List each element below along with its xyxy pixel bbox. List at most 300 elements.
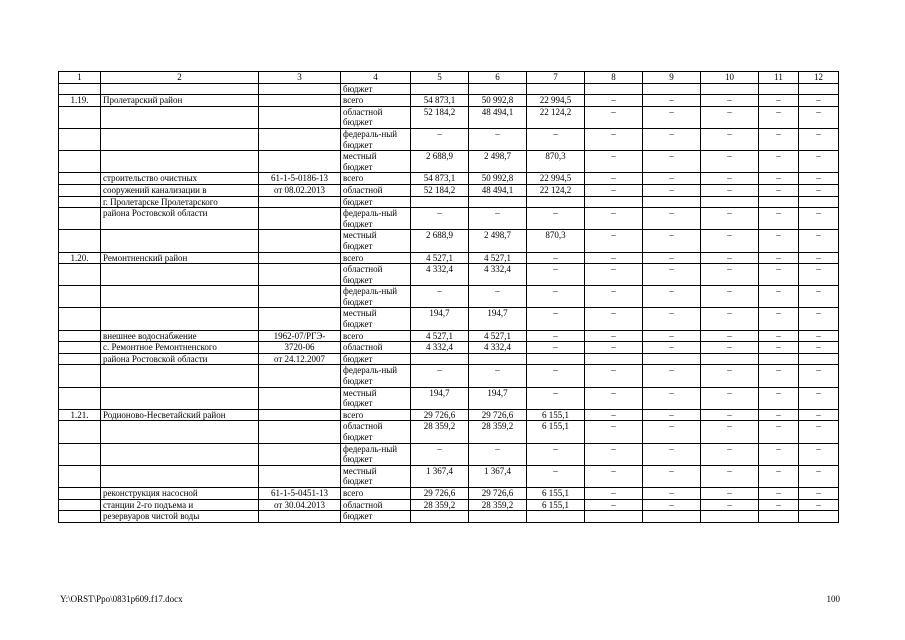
value-cell: – (469, 128, 527, 150)
document-ref (259, 264, 341, 286)
value-cell: 2 498,7 (469, 151, 527, 173)
value-cell (469, 196, 527, 208)
value-cell (759, 196, 799, 208)
value-cell (643, 196, 701, 208)
value-cell: – (799, 409, 839, 421)
document-ref (259, 208, 341, 230)
funding-source: областной (341, 342, 411, 354)
item-name: района Ростовской области (101, 353, 259, 365)
value-cell: 22 994,5 (527, 95, 585, 107)
header-cell: 1 (59, 72, 101, 84)
value-cell: – (799, 230, 839, 252)
value-cell: 29 726,6 (469, 409, 527, 421)
value-cell: 54 873,1 (411, 95, 469, 107)
value-cell: 1 367,4 (469, 465, 527, 487)
value-cell: 52 184,2 (411, 106, 469, 128)
item-number (59, 421, 101, 443)
item-number (59, 443, 101, 465)
value-cell: 6 155,1 (527, 499, 585, 511)
value-cell (527, 353, 585, 365)
funding-source: федераль-ный бюджет (341, 443, 411, 465)
table-row (59, 106, 839, 128)
item-name: реконструкция насосной (101, 487, 259, 499)
item-name (101, 286, 259, 308)
value-cell: – (799, 128, 839, 150)
item-number (59, 208, 101, 230)
document-ref (259, 128, 341, 150)
item-name: внешнее водоснабжение (101, 330, 259, 342)
value-cell: 48 494,1 (469, 106, 527, 128)
item-name: Пролетарский район (101, 95, 259, 107)
value-cell: – (799, 465, 839, 487)
value-cell: 6 155,1 (527, 487, 585, 499)
item-number (59, 184, 101, 196)
value-cell (469, 511, 527, 523)
value-cell: – (585, 443, 643, 465)
value-cell (585, 511, 643, 523)
value-cell: – (643, 173, 701, 185)
value-cell: – (701, 443, 759, 465)
value-cell: 28 359,2 (469, 499, 527, 511)
value-cell (585, 353, 643, 365)
header-cell: 5 (411, 72, 469, 84)
value-cell: – (759, 387, 799, 409)
value-cell: – (799, 387, 839, 409)
table-row (59, 264, 839, 286)
value-cell: – (759, 443, 799, 465)
value-cell: 4 527,1 (411, 330, 469, 342)
funding-source: всего (341, 330, 411, 342)
item-name (101, 106, 259, 128)
value-cell (527, 83, 585, 95)
value-cell: – (411, 365, 469, 387)
value-cell: – (527, 342, 585, 354)
value-cell: – (799, 208, 839, 230)
value-cell: – (799, 252, 839, 264)
document-ref (259, 465, 341, 487)
funding-source: бюджет (341, 353, 411, 365)
item-name (101, 83, 259, 95)
value-cell: 4 332,4 (411, 264, 469, 286)
item-name: станции 2-го подъема и (101, 499, 259, 511)
table-row (59, 421, 839, 443)
table-row (59, 196, 839, 208)
value-cell: – (759, 308, 799, 330)
funding-source: бюджет (341, 83, 411, 95)
value-cell: – (469, 208, 527, 230)
value-cell: – (799, 151, 839, 173)
value-cell (411, 353, 469, 365)
value-cell: – (701, 487, 759, 499)
value-cell: – (643, 342, 701, 354)
value-cell: – (759, 230, 799, 252)
value-cell: – (701, 106, 759, 128)
value-cell: – (643, 330, 701, 342)
value-cell (411, 83, 469, 95)
value-cell: – (643, 184, 701, 196)
item-number (59, 106, 101, 128)
value-cell: – (411, 443, 469, 465)
value-cell: – (585, 499, 643, 511)
value-cell: – (701, 308, 759, 330)
value-cell: 50 992,8 (469, 95, 527, 107)
funding-source: всего (341, 95, 411, 107)
value-cell: 6 155,1 (527, 421, 585, 443)
value-cell: 4 527,1 (411, 252, 469, 264)
value-cell: – (643, 365, 701, 387)
value-cell: – (585, 128, 643, 150)
funding-source: федераль-ный бюджет (341, 365, 411, 387)
value-cell: – (799, 421, 839, 443)
item-name: с. Ремонтное Ремонтненского (101, 342, 259, 354)
document-ref (259, 196, 341, 208)
value-cell: – (799, 308, 839, 330)
document-ref (259, 106, 341, 128)
item-name: резервуаров чистой воды (101, 511, 259, 523)
value-cell: 2 498,7 (469, 230, 527, 252)
value-cell: 4 332,4 (469, 264, 527, 286)
value-cell: – (643, 487, 701, 499)
value-cell: – (411, 286, 469, 308)
value-cell: 29 726,6 (411, 409, 469, 421)
document-ref (259, 387, 341, 409)
item-name: района Ростовской области (101, 208, 259, 230)
document-ref (259, 252, 341, 264)
value-cell (411, 511, 469, 523)
item-number (59, 151, 101, 173)
item-name: строительство очистных (101, 173, 259, 185)
value-cell (585, 196, 643, 208)
item-name: г. Пролетарске Пролетарского (101, 196, 259, 208)
document-ref (259, 286, 341, 308)
item-name (101, 151, 259, 173)
value-cell: – (585, 465, 643, 487)
value-cell: – (799, 342, 839, 354)
item-number (59, 330, 101, 342)
value-cell: – (585, 308, 643, 330)
value-cell: – (701, 184, 759, 196)
value-cell: – (799, 487, 839, 499)
document-ref (259, 421, 341, 443)
value-cell: – (701, 173, 759, 185)
funding-source: бюджет (341, 511, 411, 523)
value-cell: – (799, 286, 839, 308)
value-cell: – (643, 151, 701, 173)
document-ref (259, 443, 341, 465)
value-cell: – (585, 106, 643, 128)
value-cell: – (701, 421, 759, 443)
funding-source: федераль-ный бюджет (341, 208, 411, 230)
value-cell: 4 332,4 (469, 342, 527, 354)
table-row (59, 286, 839, 308)
value-cell: – (759, 128, 799, 150)
table-row (59, 95, 839, 107)
value-cell: – (527, 308, 585, 330)
value-cell: 194,7 (469, 387, 527, 409)
value-cell (643, 511, 701, 523)
value-cell (759, 83, 799, 95)
file-path: Y:\ORST\Ppo\0831p609.f17.docx (60, 594, 183, 604)
document-ref (259, 511, 341, 523)
value-cell (799, 196, 839, 208)
value-cell: 28 359,2 (411, 421, 469, 443)
document-ref (259, 409, 341, 421)
header-cell: 2 (101, 72, 259, 84)
table-row (59, 83, 839, 95)
value-cell: – (643, 252, 701, 264)
value-cell: – (759, 252, 799, 264)
value-cell (585, 83, 643, 95)
value-cell (411, 196, 469, 208)
item-name (101, 387, 259, 409)
value-cell: – (701, 208, 759, 230)
value-cell: – (759, 409, 799, 421)
value-cell: – (759, 184, 799, 196)
value-cell: – (799, 499, 839, 511)
value-cell: – (701, 499, 759, 511)
header-cell: 12 (799, 72, 839, 84)
value-cell: – (643, 465, 701, 487)
item-number (59, 196, 101, 208)
value-cell: 1 367,4 (411, 465, 469, 487)
value-cell: – (701, 387, 759, 409)
value-cell (701, 83, 759, 95)
value-cell: – (759, 421, 799, 443)
value-cell: – (585, 184, 643, 196)
funding-source: местный бюджет (341, 308, 411, 330)
item-number (59, 230, 101, 252)
table-row (59, 184, 839, 196)
value-cell: – (585, 487, 643, 499)
value-cell: – (759, 465, 799, 487)
table-row (59, 353, 839, 365)
value-cell: – (799, 264, 839, 286)
value-cell: – (799, 173, 839, 185)
value-cell: – (759, 487, 799, 499)
item-name (101, 365, 259, 387)
funding-source: всего (341, 409, 411, 421)
table-row (59, 308, 839, 330)
value-cell (469, 83, 527, 95)
value-cell: – (701, 128, 759, 150)
value-cell: – (527, 128, 585, 150)
item-number (59, 499, 101, 511)
value-cell: 6 155,1 (527, 409, 585, 421)
value-cell: – (701, 286, 759, 308)
value-cell: 29 726,6 (411, 487, 469, 499)
value-cell: 2 688,9 (411, 230, 469, 252)
value-cell: 48 494,1 (469, 184, 527, 196)
table-row (59, 409, 839, 421)
item-name (101, 465, 259, 487)
header-cell: 8 (585, 72, 643, 84)
item-number (59, 286, 101, 308)
item-number (59, 487, 101, 499)
value-cell: – (527, 252, 585, 264)
funding-source: федераль-ный бюджет (341, 286, 411, 308)
document-ref (259, 365, 341, 387)
funding-source: федераль-ный бюджет (341, 128, 411, 150)
value-cell: – (585, 151, 643, 173)
value-cell: – (701, 330, 759, 342)
document-ref: 3720-06 (259, 342, 341, 354)
table-row (59, 365, 839, 387)
item-number (59, 387, 101, 409)
document-ref (259, 95, 341, 107)
value-cell: – (643, 128, 701, 150)
value-cell: 194,7 (469, 308, 527, 330)
value-cell: 870,3 (527, 230, 585, 252)
item-number (59, 342, 101, 354)
table-row (59, 252, 839, 264)
value-cell (799, 83, 839, 95)
value-cell: 22 994,5 (527, 173, 585, 185)
header-cell: 6 (469, 72, 527, 84)
value-cell: – (701, 409, 759, 421)
value-cell (527, 511, 585, 523)
document-ref: от 30.04.2013 (259, 499, 341, 511)
item-number (59, 128, 101, 150)
table-row (59, 330, 839, 342)
value-cell: 28 359,2 (411, 499, 469, 511)
value-cell (643, 353, 701, 365)
value-cell: 2 688,9 (411, 151, 469, 173)
document-ref: 61-1-5-0451-13 (259, 487, 341, 499)
table-row (59, 208, 839, 230)
document-ref: 61-1-5-0186-13 (259, 173, 341, 185)
value-cell: 22 124,2 (527, 106, 585, 128)
table-row (59, 387, 839, 409)
document-ref (259, 230, 341, 252)
value-cell: – (701, 230, 759, 252)
funding-source: местный бюджет (341, 230, 411, 252)
item-name (101, 308, 259, 330)
value-cell: – (527, 286, 585, 308)
value-cell: – (759, 264, 799, 286)
value-cell: – (585, 208, 643, 230)
item-name (101, 230, 259, 252)
value-cell: – (799, 106, 839, 128)
funding-source: бюджет (341, 196, 411, 208)
document-ref (259, 83, 341, 95)
table-row (59, 443, 839, 465)
value-cell: – (643, 499, 701, 511)
value-cell: – (527, 264, 585, 286)
header-cell: 9 (643, 72, 701, 84)
value-cell (701, 353, 759, 365)
item-number (59, 83, 101, 95)
value-cell: – (643, 443, 701, 465)
value-cell: 22 124,2 (527, 184, 585, 196)
value-cell: – (701, 342, 759, 354)
item-number: 1.20. (59, 252, 101, 264)
value-cell (527, 196, 585, 208)
value-cell: – (527, 443, 585, 465)
item-name: Родионово-Несветайский район (101, 409, 259, 421)
value-cell: – (585, 286, 643, 308)
value-cell: 29 726,6 (469, 487, 527, 499)
document-ref: от 08.02.2013 (259, 184, 341, 196)
table-row (59, 230, 839, 252)
value-cell: – (701, 365, 759, 387)
table-row (59, 465, 839, 487)
header-cell: 11 (759, 72, 799, 84)
item-number (59, 511, 101, 523)
document-ref: от 24.12.2007 (259, 353, 341, 365)
funding-source: областной бюджет (341, 106, 411, 128)
value-cell: – (585, 409, 643, 421)
value-cell: – (585, 252, 643, 264)
table-row (59, 128, 839, 150)
value-cell (701, 511, 759, 523)
value-cell: 4 332,4 (411, 342, 469, 354)
value-cell (799, 511, 839, 523)
value-cell: – (759, 106, 799, 128)
funding-source: всего (341, 252, 411, 264)
value-cell: – (759, 499, 799, 511)
value-cell: – (759, 173, 799, 185)
table-row (59, 173, 839, 185)
value-cell: – (643, 421, 701, 443)
value-cell (643, 83, 701, 95)
header-cell: 7 (527, 72, 585, 84)
value-cell: – (643, 308, 701, 330)
table-row (59, 499, 839, 511)
value-cell (469, 353, 527, 365)
budget-table (58, 71, 839, 523)
value-cell: – (585, 330, 643, 342)
value-cell: – (411, 128, 469, 150)
item-name: сооружений канализации в (101, 184, 259, 196)
header-cell: 10 (701, 72, 759, 84)
document-ref: 1962-07/РГЭ- (259, 330, 341, 342)
funding-source: областной бюджет (341, 264, 411, 286)
item-name (101, 443, 259, 465)
value-cell: – (759, 342, 799, 354)
value-cell: – (759, 95, 799, 107)
item-number: 1.19. (59, 95, 101, 107)
value-cell: 4 527,1 (469, 330, 527, 342)
item-number (59, 173, 101, 185)
value-cell: – (585, 387, 643, 409)
value-cell: – (799, 330, 839, 342)
value-cell: – (643, 286, 701, 308)
value-cell: – (585, 230, 643, 252)
value-cell: – (701, 264, 759, 286)
table-row (59, 487, 839, 499)
value-cell: 4 527,1 (469, 252, 527, 264)
value-cell: 194,7 (411, 308, 469, 330)
value-cell: – (585, 365, 643, 387)
item-number: 1.21. (59, 409, 101, 421)
value-cell: – (701, 95, 759, 107)
document-ref (259, 151, 341, 173)
table-row (59, 342, 839, 354)
value-cell: – (799, 95, 839, 107)
funding-source: местный бюджет (341, 387, 411, 409)
value-cell: – (643, 264, 701, 286)
value-cell: – (527, 365, 585, 387)
funding-source: всего (341, 173, 411, 185)
value-cell: – (585, 95, 643, 107)
value-cell: – (759, 286, 799, 308)
funding-source: местный бюджет (341, 151, 411, 173)
value-cell: – (759, 208, 799, 230)
item-number (59, 465, 101, 487)
value-cell: – (469, 365, 527, 387)
item-number (59, 308, 101, 330)
page-number: 100 (826, 594, 840, 604)
